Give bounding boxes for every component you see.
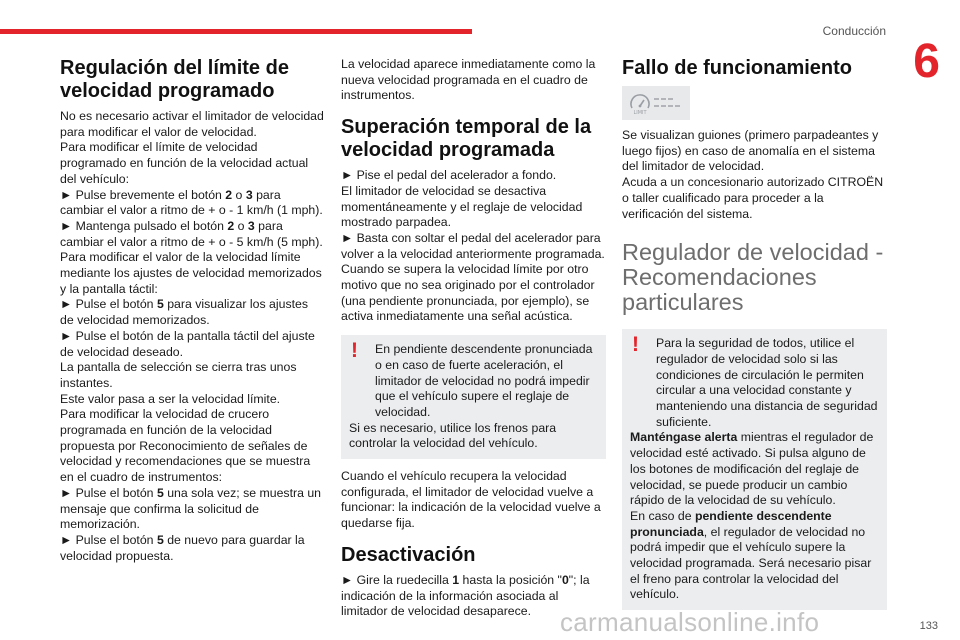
warning-icon: ! — [351, 339, 358, 363]
bullet-item: ► Pulse el botón 5 para visualizar los ajustes de velocidad memorizados. — [60, 297, 309, 328]
paragraph: Acuda a un concesionario autorizado CITROËN o taller cualificado para proceder a la verificación del sistema. — [622, 175, 884, 221]
paragraph: Para modificar el límite de velocidad programado en función de la velocidad actual del vehículo: — [60, 140, 309, 186]
paragraph: La velocidad aparece inmediatamente como la nueva velocidad programada en el cuadro de instrumentos. — [341, 57, 596, 103]
watermark: carmanualsonline.info — [560, 607, 820, 637]
bullet-item: ► Basta con soltar el pedal del acelerador para volver a la velocidad anteriormente programada. — [341, 230, 605, 261]
bullet-item: ► Pulse el botón 5 una sola vez; se muestra un mensaje que confirma la solicitud de memorización. — [60, 485, 322, 532]
heading-speed-limit-adjust: Regulación del límite de velocidad programado — [60, 57, 289, 102]
bullet-item: ► Pulse el botón de la pantalla táctil del ajuste de velocidad deseado. — [60, 328, 315, 359]
warning-text: Manténgase alerta mientras el regulador de velocidad esté activado. Si pulsa alguno de los botones de modificación del reglaje de velocidad, se puede producir un cambio rápido de la velocidad de su vehículo. — [630, 430, 874, 508]
heading-temporary-exceed: Superación temporal de la velocidad programada — [341, 116, 592, 162]
section-name: Conducción — [822, 24, 886, 38]
warning-icon: ! — [632, 333, 639, 357]
heading-malfunction: Fallo de funcionamiento — [622, 57, 853, 79]
warning-text: En pendiente descendente pronunciada o en caso de fuerte aceleración, el limitador de velocidad no podrá impedir que el vehículo supere el reglaje de velocidad. — [375, 342, 593, 419]
warning-text: Para la seguridad de todos, utilice el regulador de velocidad solo si las condiciones de circulación le permiten circular a una velocidad constante y manteniendo una distancia de seguridad suficiente. — [656, 336, 878, 429]
column-right — [622, 57, 887, 620]
heading-cruise-control-recommendations: Regulador de velocidad - Recomendaciones particulares — [622, 239, 884, 316]
bullet-item: ► Pise el pedal del acelerador a fondo. — [341, 168, 557, 183]
paragraph: Cuando el vehículo recupera la velocidad configurada, el limitador de velocidad vuelve a funcionar: la indicación de la velocidad vuelve a quedarse fija. — [341, 469, 601, 531]
chapter-color-bar — [0, 29, 472, 34]
column-left — [60, 57, 325, 564]
paragraph: Cuando se supera la velocidad límite por otro motivo que no sea originado por el controlador (una pendiente pronunciada, por ejemplo), se activa inmediatamente una señal acústica. — [341, 262, 595, 324]
paragraph: Para modificar la velocidad de crucero programada en función de la velocidad propuesta por Reconocimiento de señales de velocidad y recomendaciones que se muestra en el cuadro de instrumentos: — [60, 407, 311, 485]
bullet-item: ► Mantenga pulsado el botón 2 o 3 para cambiar el valor a ritmo de + o - 5 km/h (5 mph). — [60, 218, 323, 249]
bullet-item: ► Pulse brevemente el botón 2 o 3 para cambiar el valor a ritmo de + o - 1 km/h (1 mph). — [60, 187, 323, 218]
paragraph: Para modificar el valor de la velocidad límite mediante los ajustes de velocidad memorizados y la pantalla táctil: — [60, 250, 322, 296]
warning-box — [622, 329, 887, 610]
paragraph: La pantalla de selección se cierra tras unos instantes. — [60, 360, 297, 390]
paragraph: Este valor pasa a ser la velocidad límite. — [60, 391, 281, 406]
paragraph: No es necesario activar el limitador de velocidad para modificar el valor de velocidad. — [60, 109, 324, 139]
svg-text:LIMIT: LIMIT — [633, 110, 647, 115]
heading-deactivation: Desactivación — [341, 543, 476, 566]
chapter-number: 6 — [913, 35, 940, 88]
bullet-item: ► Gire la ruedecilla 1 hasta la posición "0"; la indicación de la información asociada al limitador de velocidad desaparece. — [341, 572, 590, 619]
warning-box — [341, 335, 606, 459]
bullet-item: ► Pulse el botón 5 de nuevo para guardar la velocidad propuesta. — [60, 532, 305, 563]
speed-limiter-fault-icon — [622, 86, 690, 120]
warning-text: En caso de pendiente descendente pronunciada, el regulador de velocidad no podrá impedir que el vehículo supere la velocidad programada. Será necesario pisar el freno para controlar la velocidad del vehículo. — [630, 508, 872, 602]
paragraph: El limitador de velocidad se desactiva momentáneamente y el reglaje de velocidad mostrado parpadea. — [341, 183, 583, 230]
paragraph: Se visualizan guiones (primero parpadeantes y luego fijos) en caso de anomalía en el sistema del limitador de velocidad. — [622, 128, 879, 174]
column-middle — [341, 57, 606, 620]
warning-text: Si es necesario, utilice los frenos para controlar la velocidad del vehículo. — [349, 420, 557, 451]
page-number: 133 — [919, 620, 938, 632]
